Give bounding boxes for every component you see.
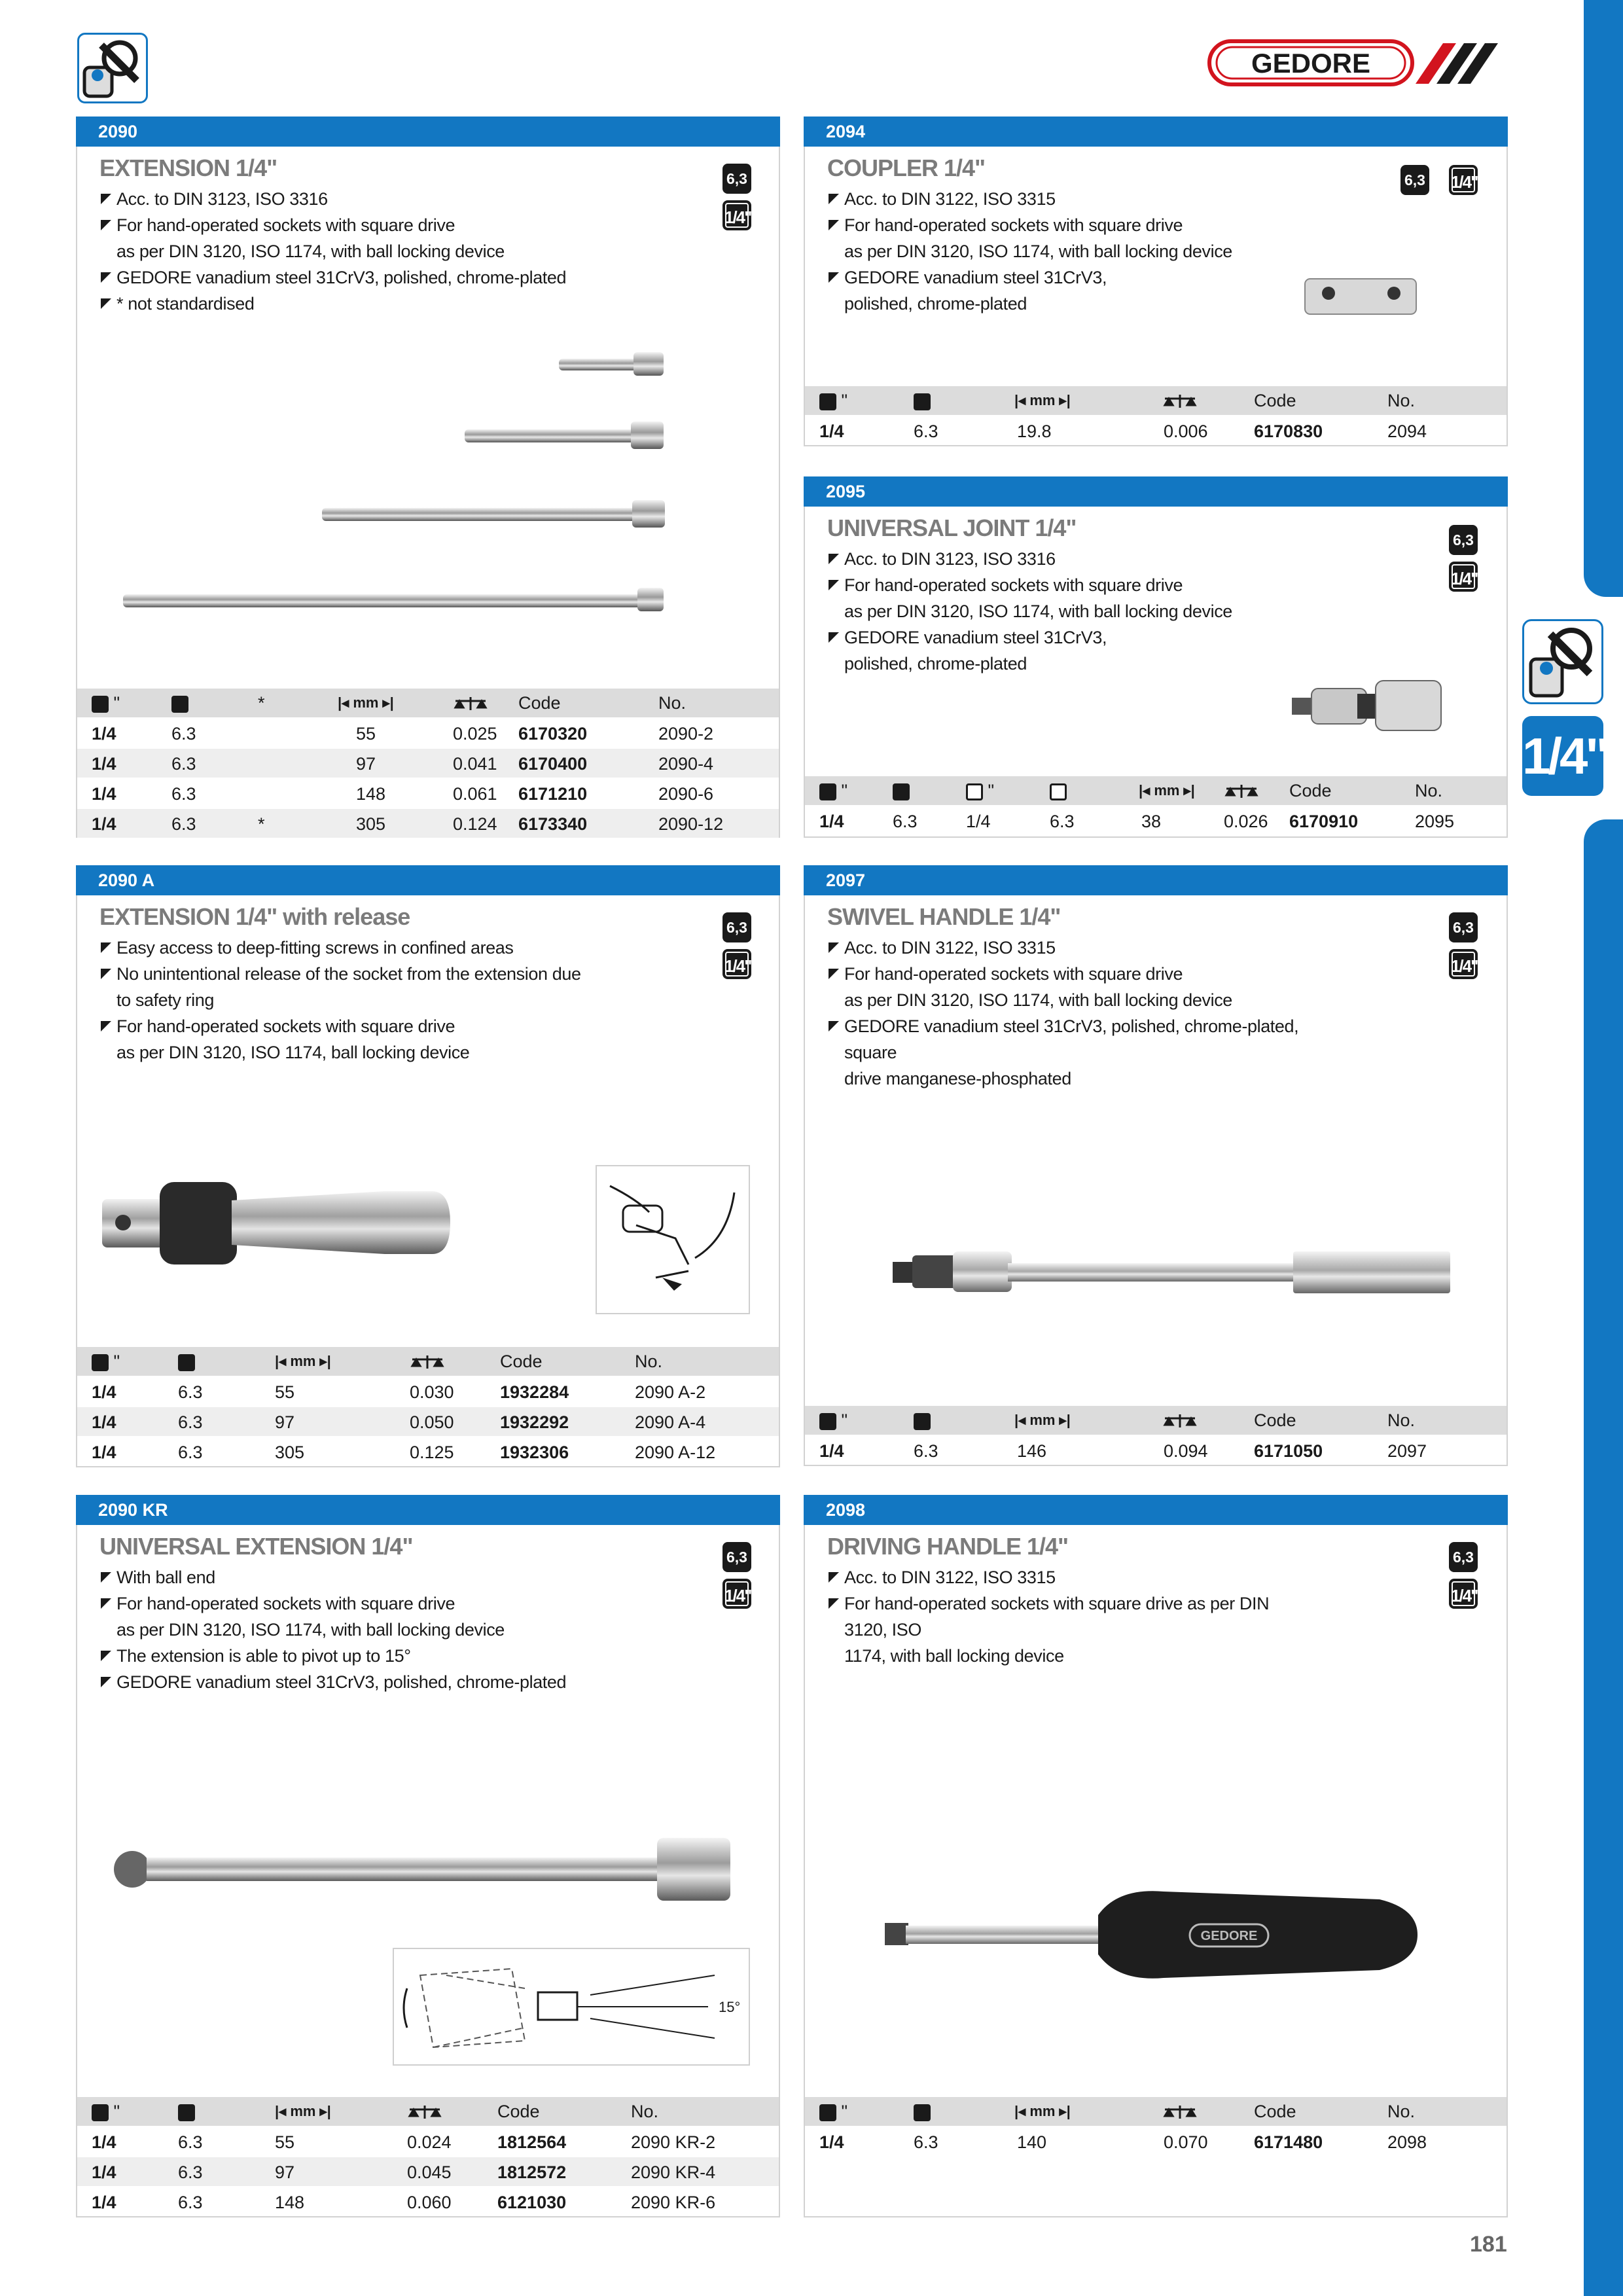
feature-item-cont: as per DIN 3120, ISO 1174, with ball locking device — [116, 242, 505, 261]
drive-size-badge: 6,3 — [722, 1542, 751, 1572]
section-number: 2094 — [804, 117, 1508, 147]
section-number: 2090 KR — [76, 1495, 780, 1525]
spec-table — [805, 2097, 1507, 2156]
col-code: Code — [500, 1352, 543, 1371]
feature-item: GEDORE vanadium steel 31CrV3, — [827, 264, 1310, 291]
feature-item: No unintentional release of the socket from the extension due — [99, 961, 582, 987]
drive-size-badge: 6,3 — [722, 912, 751, 942]
weight-icon — [1162, 2093, 1198, 2130]
col-no: No. — [1387, 2102, 1416, 2121]
feature-list — [99, 186, 582, 317]
inch-badge: 1/4" — [1449, 562, 1478, 592]
section-number: 2095 — [804, 476, 1508, 507]
feature-item: * not standardised — [99, 291, 582, 317]
col-code: Code — [1254, 391, 1296, 410]
weight-icon — [453, 685, 488, 721]
table-row: 1/4 6.3 55 0.025 6170320 2090-2 — [77, 717, 779, 747]
drive-size-badge: 6,3 — [1449, 525, 1478, 555]
product-2090a — [76, 865, 780, 1467]
col-code: Code — [1254, 1410, 1296, 1430]
feature-item: GEDORE vanadium steel 31CrV3, polished, chrome-plated — [99, 1669, 582, 1695]
inch-badge: 1/4" — [1449, 949, 1478, 979]
feature-item: GEDORE vanadium steel 31CrV3, — [827, 624, 1310, 651]
product-2094 — [804, 117, 1508, 446]
col-code: Code — [518, 693, 561, 713]
col-no: No. — [1415, 781, 1443, 800]
swivel-handle-image — [890, 1240, 1466, 1305]
inch-badge: 1/4" — [1449, 165, 1478, 195]
page-number: 181 — [1470, 2232, 1507, 2257]
length-icon: |◂ mm ▸| — [1139, 782, 1195, 798]
feature-item: For hand-operated sockets with square drive — [827, 212, 1310, 238]
col-code: Code — [1254, 2102, 1296, 2121]
mm-output-icon — [1050, 783, 1067, 800]
inch-drive-icon — [819, 1413, 836, 1430]
feature-item: GEDORE vanadium steel 31CrV3, polished, chrome-plated, square — [827, 1013, 1310, 1066]
section-number: 2090 — [76, 117, 780, 147]
feature-item: For hand-operated sockets with square drive — [827, 572, 1310, 598]
side-tab-top — [1584, 0, 1623, 597]
table-header: " |◂ mm ▸| Code No. — [805, 1406, 1507, 1435]
table-row: 1/4 6.3 146 0.094 6171050 2097 — [805, 1435, 1507, 1465]
table-row: 1/4 6.3 55 0.024 1812564 2090 KR-2 — [77, 2126, 779, 2156]
spec-table — [805, 386, 1507, 445]
col-code: Code — [1289, 781, 1332, 800]
feature-item-cont: as per DIN 3120, ISO 1174, ball locking device — [116, 1043, 470, 1062]
usage-illustration — [596, 1165, 750, 1314]
section-number: 2090 A — [76, 865, 780, 895]
feature-item-cont: 1174, with ball locking device — [844, 1646, 1064, 1666]
feature-item: For hand-operated sockets with square drive — [99, 1013, 582, 1039]
feature-item: With ball end — [99, 1564, 582, 1590]
ratchet-socket-icon — [1522, 619, 1603, 704]
mm-drive-icon — [914, 393, 931, 410]
spec-table — [77, 1347, 779, 1466]
product-2095 — [804, 476, 1508, 838]
drive-size-badge: 6,3 — [1400, 165, 1429, 195]
col-no: No. — [635, 1352, 663, 1371]
feature-item-cont: as per DIN 3120, ISO 1174, with ball locking device — [116, 1620, 505, 1640]
driving-handle-image — [882, 1882, 1419, 1987]
product-title: SWIVEL HANDLE 1/4" — [827, 903, 1061, 930]
feature-item-cont: as per DIN 3120, ISO 1174, with ball locking device — [844, 990, 1232, 1010]
mm-drive-icon — [171, 696, 188, 713]
feature-list — [827, 546, 1310, 677]
drive-size-badge: 6,3 — [1449, 1542, 1478, 1572]
ratchet-socket-icon — [77, 33, 148, 103]
inch-drive-icon — [92, 1354, 109, 1371]
length-icon: |◂ mm ▸| — [1014, 392, 1071, 408]
mm-drive-icon — [914, 2104, 931, 2121]
length-icon: |◂ mm ▸| — [1014, 2103, 1071, 2119]
feature-item: Acc. to DIN 3122, ISO 3315 — [827, 935, 1310, 961]
gedore-logo — [1207, 38, 1502, 88]
feature-item: Easy access to deep-fitting screws in confined areas — [99, 935, 582, 961]
feature-item: For hand-operated sockets with square drive — [827, 961, 1310, 987]
universal-joint-image — [1289, 674, 1446, 740]
side-tab-bottom — [1584, 819, 1623, 2296]
table-row: 1/4 6.3 1/4 6.3 38 0.026 6170910 2095 — [805, 805, 1507, 835]
feature-item: Acc. to DIN 3123, ISO 3316 — [99, 186, 582, 212]
col-no: No. — [1387, 391, 1416, 410]
inch-drive-icon — [92, 2104, 109, 2121]
feature-item-cont: as per DIN 3120, ISO 1174, with ball locking device — [844, 242, 1232, 261]
spec-table — [805, 776, 1507, 835]
feature-item-cont: to safety ring — [116, 990, 214, 1010]
length-icon: |◂ mm ▸| — [1014, 1412, 1071, 1428]
drive-size-badge: 6,3 — [722, 164, 751, 194]
inch-drive-icon — [819, 783, 836, 800]
feature-item-cont: polished, chrome-plated — [844, 294, 1027, 314]
product-title: UNIVERSAL EXTENSION 1/4" — [99, 1533, 413, 1560]
drive-size-badge: 6,3 — [1449, 912, 1478, 942]
table-row: 1/4 6.3 97 0.041 6170400 2090-4 — [77, 747, 779, 778]
product-2090 — [76, 117, 780, 838]
col-no: No. — [658, 693, 687, 713]
feature-list — [99, 1564, 582, 1695]
product-title: EXTENSION 1/4" with release — [99, 903, 410, 930]
table-row: 1/4 6.3 148 0.060 6121030 2090 KR-6 — [77, 2186, 779, 2216]
table-header: " " |◂ mm ▸| Code No. — [805, 776, 1507, 805]
table-row: 1/4 6.3 97 0.045 1812572 2090 KR-4 — [77, 2156, 779, 2186]
product-2090kr — [76, 1495, 780, 2217]
inch-badge: 1/4" — [722, 949, 751, 979]
product-2098 — [804, 1495, 1508, 2217]
col-star: * — [258, 693, 265, 713]
col-code: Code — [497, 2102, 540, 2121]
inch-drive-icon — [819, 393, 836, 410]
handle-logo: GEDORE — [1200, 1929, 1258, 1943]
table-row: 1/4 6.3 * 305 0.124 6173340 2090-12 — [77, 808, 779, 838]
feature-item-cont: as per DIN 3120, ISO 1174, with ball locking device — [844, 601, 1232, 621]
weight-icon — [407, 2093, 442, 2130]
table-row: 1/4 6.3 97 0.050 1932292 2090 A-4 — [77, 1406, 779, 1436]
inch-output-icon — [966, 783, 983, 800]
mm-drive-icon — [914, 1413, 931, 1430]
feature-item: Acc. to DIN 3123, ISO 3316 — [827, 546, 1310, 572]
mm-drive-icon — [178, 1354, 195, 1371]
table-row: 1/4 6.3 140 0.070 6171480 2098 — [805, 2126, 1507, 2156]
inch-drive-icon — [819, 2104, 836, 2121]
inch-badge: 1/4" — [1449, 1579, 1478, 1609]
length-icon: |◂ mm ▸| — [275, 1353, 331, 1369]
mm-drive-icon — [178, 2104, 195, 2121]
mm-drive-icon — [893, 783, 910, 800]
weight-icon — [1224, 772, 1259, 809]
weight-icon — [1162, 1402, 1198, 1439]
pivot-diagram — [393, 1948, 750, 2066]
weight-icon — [410, 1343, 445, 1380]
product-title: DRIVING HANDLE 1/4" — [827, 1533, 1069, 1560]
feature-list — [99, 935, 582, 1066]
feature-item: For hand-operated sockets with square drive — [99, 212, 582, 238]
table-row: 1/4 6.3 305 0.125 1932306 2090 A-12 — [77, 1436, 779, 1466]
product-title: COUPLER 1/4" — [827, 154, 986, 181]
feature-item: Acc. to DIN 3122, ISO 3315 — [827, 186, 1310, 212]
table-header: " |◂ mm ▸| Code No. — [77, 2097, 779, 2126]
col-no: No. — [631, 2102, 659, 2121]
col-no: No. — [1387, 1410, 1416, 1430]
brand-name: GEDORE — [1251, 48, 1371, 79]
section-number: 2098 — [804, 1495, 1508, 1525]
spec-table — [805, 1406, 1507, 1465]
table-row: 1/4 6.3 148 0.061 6171210 2090-6 — [77, 778, 779, 808]
feature-item: The extension is able to pivot up to 15° — [99, 1643, 582, 1669]
table-header: " * |◂ mm ▸| Code No. — [77, 689, 779, 717]
weight-icon — [1162, 382, 1198, 419]
table-header: " |◂ mm ▸| Code No. — [77, 1347, 779, 1376]
inch-badge: 1/4" — [722, 200, 751, 230]
product-title: UNIVERSAL JOINT 1/4" — [827, 514, 1077, 541]
angle-label: 15° — [719, 1999, 741, 2015]
feature-item: For hand-operated sockets with square drive as per DIN 3120, ISO — [827, 1590, 1310, 1643]
spec-table — [77, 2097, 779, 2216]
side-fraction-tab[interactable]: 1/4" — [1522, 716, 1603, 796]
product-2097 — [804, 865, 1508, 1466]
table-row: 1/4 6.3 19.8 0.006 6170830 2094 — [805, 415, 1507, 445]
length-icon: |◂ mm ▸| — [338, 694, 394, 711]
product-title: EXTENSION 1/4" — [99, 154, 277, 181]
feature-item-cont: drive manganese-phosphated — [844, 1069, 1071, 1088]
feature-list — [827, 1564, 1310, 1669]
length-icon: |◂ mm ▸| — [275, 2103, 331, 2119]
inch-drive-icon — [92, 696, 109, 713]
table-header: " |◂ mm ▸| Code No. — [805, 386, 1507, 415]
section-number: 2097 — [804, 865, 1508, 895]
table-row: 1/4 6.3 55 0.030 1932284 2090 A-2 — [77, 1376, 779, 1406]
inch-badge: 1/4" — [722, 1579, 751, 1609]
feature-item: For hand-operated sockets with square drive — [99, 1590, 582, 1617]
feature-list — [827, 935, 1310, 1092]
feature-item: GEDORE vanadium steel 31CrV3, polished, chrome-plated — [99, 264, 582, 291]
feature-item: Acc. to DIN 3122, ISO 3315 — [827, 1564, 1310, 1590]
table-header: " |◂ mm ▸| Code No. — [805, 2097, 1507, 2126]
spec-table — [77, 689, 779, 838]
feature-list — [827, 186, 1310, 317]
feature-item-cont: polished, chrome-plated — [844, 654, 1027, 673]
universal-extension-image — [110, 1829, 764, 1914]
coupler-image — [1302, 275, 1420, 321]
extension-bars-image — [116, 334, 771, 726]
release-extension-image — [97, 1168, 555, 1279]
